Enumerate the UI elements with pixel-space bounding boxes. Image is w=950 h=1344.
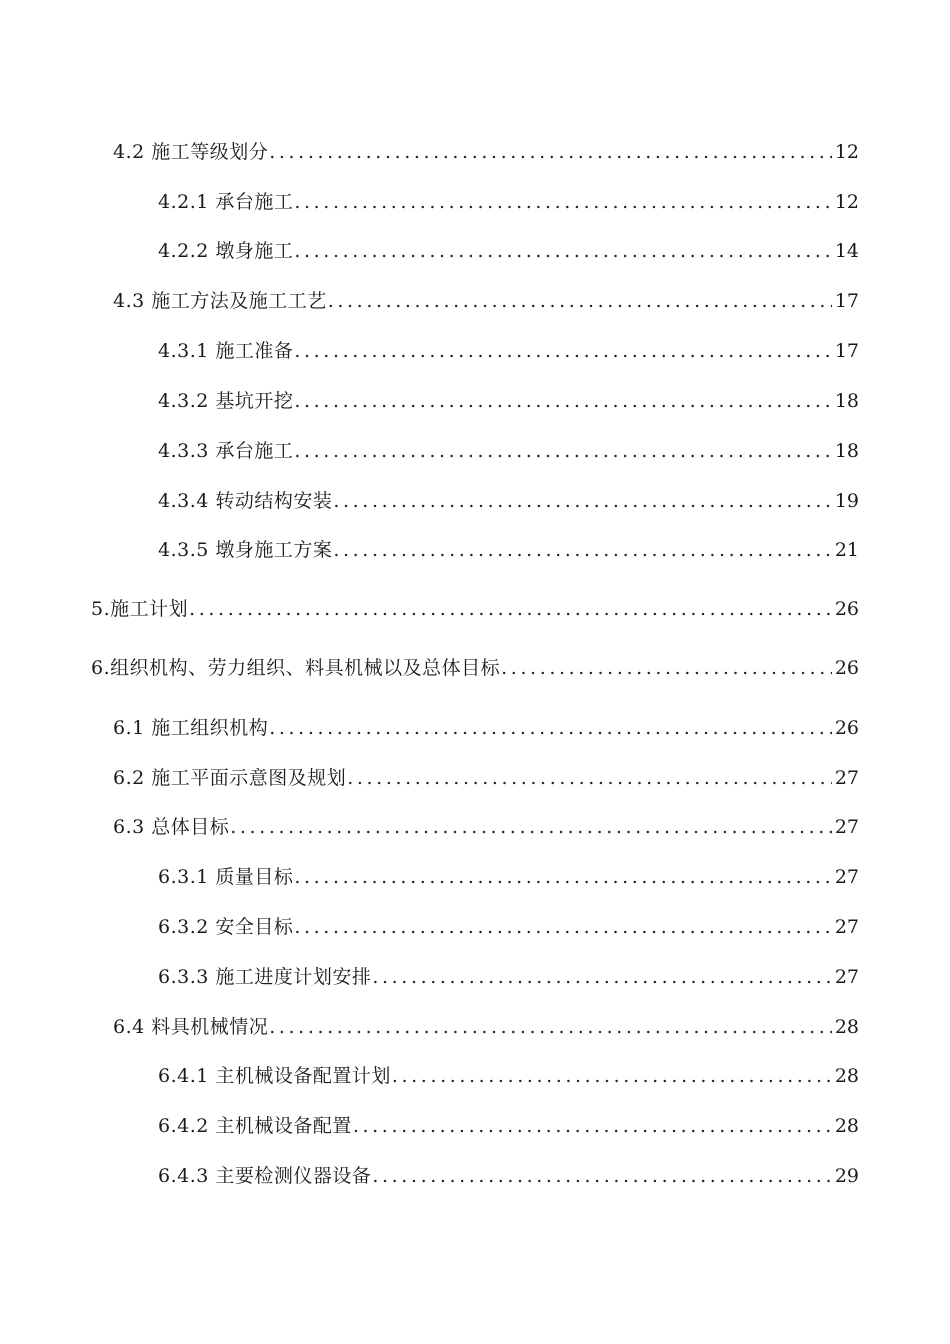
toc-entry-title: 5.施工计划 [91,598,189,620]
toc-entry-4-2-2[interactable] [158,236,859,266]
toc-entry-6-4-2[interactable] [158,1111,859,1141]
toc-entry-title: 4.2 施工等级划分 [113,141,269,163]
toc-entry-page: 27 [834,767,859,789]
toc-dot-leader [333,486,831,516]
toc-entry-page: 28 [834,1115,859,1137]
toc-entry-6[interactable] [91,653,859,683]
toc-entry-6-3-2[interactable] [158,912,859,942]
toc-entry-title: 6.4.3 主要检测仪器设备 [158,1165,372,1187]
toc-entry-page: 26 [834,717,859,739]
toc-entry-page: 18 [834,390,859,412]
toc-entry-4-3-3[interactable] [158,436,859,466]
toc-entry-page: 12 [834,191,859,213]
toc-dot-leader [294,336,831,366]
toc-entry-title: 4.3.2 基坑开挖 [158,390,294,412]
toc-entry-5[interactable] [91,594,859,624]
toc-entry-6-4[interactable] [113,1012,859,1042]
toc-entry-page: 27 [834,816,859,838]
toc-entry-title: 6.3 总体目标 [113,816,230,838]
toc-dot-leader [353,1111,832,1141]
toc-entry-page: 21 [834,539,859,561]
toc-entry-6-3-3[interactable] [158,962,859,992]
toc-entry-title: 4.3.4 转动结构安装 [158,490,333,512]
toc-entry-title: 4.2.2 墩身施工 [158,240,294,262]
toc-entry-title: 4.3.1 施工准备 [158,340,294,362]
toc-entry-4-3-5[interactable] [158,535,859,565]
toc-entry-6-2[interactable] [113,763,859,793]
toc-dot-leader [294,436,831,466]
toc-entry-title: 4.2.1 承台施工 [158,191,294,213]
toc-entry-4-3[interactable] [113,286,859,316]
toc-entry-page: 28 [834,1016,859,1038]
toc-dot-leader [294,912,831,942]
toc-entry-6-3[interactable] [113,812,859,842]
toc-dot-leader [372,962,831,992]
toc-entry-title: 6.2 施工平面示意图及规划 [113,767,347,789]
toc-dot-leader [189,594,832,624]
toc-entry-6-4-3[interactable] [158,1161,859,1191]
toc-dot-leader [230,812,832,842]
toc-entry-title: 6.4.1 主机械设备配置计划 [158,1065,391,1087]
toc-entry-4-2-1[interactable] [158,187,859,217]
toc-entry-title: 6.4 料具机械情况 [113,1016,269,1038]
toc-entry-title: 6.组织机构、劳力组织、料具机械以及总体目标 [91,657,501,679]
toc-entry-page: 17 [834,290,859,312]
toc-entry-page: 27 [834,966,859,988]
toc-dot-leader [392,1061,832,1091]
toc-dot-leader [294,236,831,266]
toc-dot-leader [347,763,832,793]
toc-entry-title: 4.3 施工方法及施工工艺 [113,290,327,312]
toc-entry-title: 4.3.3 承台施工 [158,440,294,462]
toc-entry-page: 12 [834,141,859,163]
toc-entry-4-3-2[interactable] [158,386,859,416]
toc-entry-6-1[interactable] [113,713,859,743]
toc-entry-page: 19 [834,490,859,512]
toc-entry-page: 18 [834,440,859,462]
toc-entry-6-4-1[interactable] [158,1061,859,1091]
toc-entry-title: 6.3.2 安全目标 [158,916,294,938]
toc-entry-title: 4.3.5 墩身施工方案 [158,539,333,561]
toc-entry-page: 14 [834,240,859,262]
toc-entry-page: 27 [834,866,859,888]
toc-entry-title: 6.1 施工组织机构 [113,717,269,739]
toc-dot-leader [372,1161,831,1191]
toc-dot-leader [294,187,831,217]
toc-entry-4-3-4[interactable] [158,486,859,516]
toc-dot-leader [294,386,831,416]
toc-entry-4-3-1[interactable] [158,336,859,366]
toc-entry-page: 29 [834,1165,859,1187]
toc-dot-leader [501,653,832,683]
toc-entry-page: 26 [834,657,859,679]
toc-entry-page: 17 [834,340,859,362]
toc-dot-leader [269,1012,832,1042]
toc-entry-title: 6.3.1 质量目标 [158,866,294,888]
toc-entry-title: 6.3.3 施工进度计划安排 [158,966,372,988]
toc-entry-page: 27 [834,916,859,938]
toc-entry-page: 28 [834,1065,859,1087]
toc-entry-page: 26 [834,598,859,620]
toc-entry-4-2[interactable] [113,137,859,167]
toc-entry-title: 6.4.2 主机械设备配置 [158,1115,352,1137]
toc-dot-leader [269,137,832,167]
toc-dot-leader [294,862,831,892]
toc-dot-leader [333,535,831,565]
toc-dot-leader [269,713,832,743]
toc-entry-6-3-1[interactable] [158,862,859,892]
toc-dot-leader [328,286,832,316]
